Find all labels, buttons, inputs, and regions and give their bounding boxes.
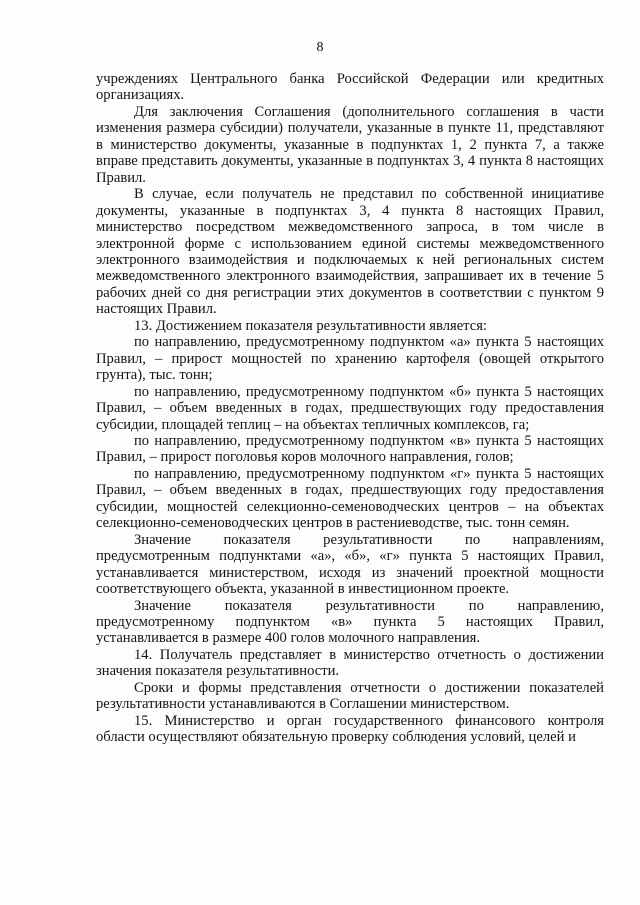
paragraph-continuation: учреждениях Центрального банка Российской Федерации или кредитных организациях. — [96, 71, 604, 104]
paragraph-direction-a: по направлению, предусмотренному подпунктом «а» пункта 5 настоящих Правил, – прирост мощностей по хранению картофеля (овощей открытого грунта), тыс. тонн; — [96, 334, 604, 384]
page-number: 8 — [316, 40, 324, 55]
paragraph-direction-g: по направлению, предусмотренному подпунктом «г» пункта 5 настоящих Правил, – объем введенных в годах, предшествующих году предоставления субсидии, мощностей селекционно-семеноводческих центров – на объектах селекционно-семеноводческих центров в растениеводстве, тыс. тонн семян. — [96, 465, 604, 532]
paragraph-interagency-request: В случае, если получатель не представил по собственной инициативе документы, указанные в подпунктах 3, 4 пункта 8 настоящих Правил, министерство посредством межведомственного запроса, в том числе в электронной форме с использованием единой системы межведомственного электронного взаимодействия и подключаемых к ней региональных систем межведомственного электронного взаимодействия, запрашивает их в течение 5 рабочих дней со дня регистрации этих документов в соответствии с пунктом 9 настоящих Правил. — [96, 186, 604, 318]
paragraph-indicator-value-agg: Значение показателя результативности по направлениям, предусмотренным подпунктами «а», «б», «г» пункта 5 настоящих Правил, устанавливается министерством, исходя из значений проектной мощности соответствующего объекта, указанной в инвестиционном проекте. — [96, 531, 604, 598]
paragraph-agreement-documents: Для заключения Соглашения (дополнительного соглашения в части изменения размера субсидии) получатели, указанные в пункте 11, представляют в министерство документы, указанные в подпунктах 1, 2 пункта 7, а также вправе представить документы, указанные в подпунктах 3, 4 пункта 8 настоящих Правил. — [96, 103, 604, 186]
paragraph-direction-v: по направлению, предусмотренному подпунктом «в» пункта 5 настоящих Правил, – прирост поголовья коров молочного направления, голов; — [96, 432, 604, 466]
paragraph-14-reporting: 14. Получатель представляет в министерство отчетность о достижении значения показателя результативности. — [96, 646, 604, 680]
paragraph-direction-b: по направлению, предусмотренному подпунктом «б» пункта 5 настоящих Правил, – объем введенных в годах, предшествующих году предоставления субсидии, площадей теплиц – на объектах тепличных комплексов, га; — [96, 383, 604, 433]
paragraph-13-heading: 13. Достижением показателя результативности является: — [134, 317, 487, 334]
paragraph-reporting-terms: Сроки и формы представления отчетности о достижении показателей результативности устанавливаются в Соглашении министерством. — [96, 679, 604, 713]
document-body — [96, 71, 604, 746]
paragraph-indicator-value-v: Значение показателя результативности по направлению, предусмотренному подпунктом «в» пункта 5 настоящих Правил, устанавливается в размере 400 голов молочного направления. — [96, 597, 604, 647]
paragraph-15-control: 15. Министерство и орган государственного финансового контроля области осуществляют обязательную проверку соблюдения условий, целей и — [96, 712, 604, 746]
